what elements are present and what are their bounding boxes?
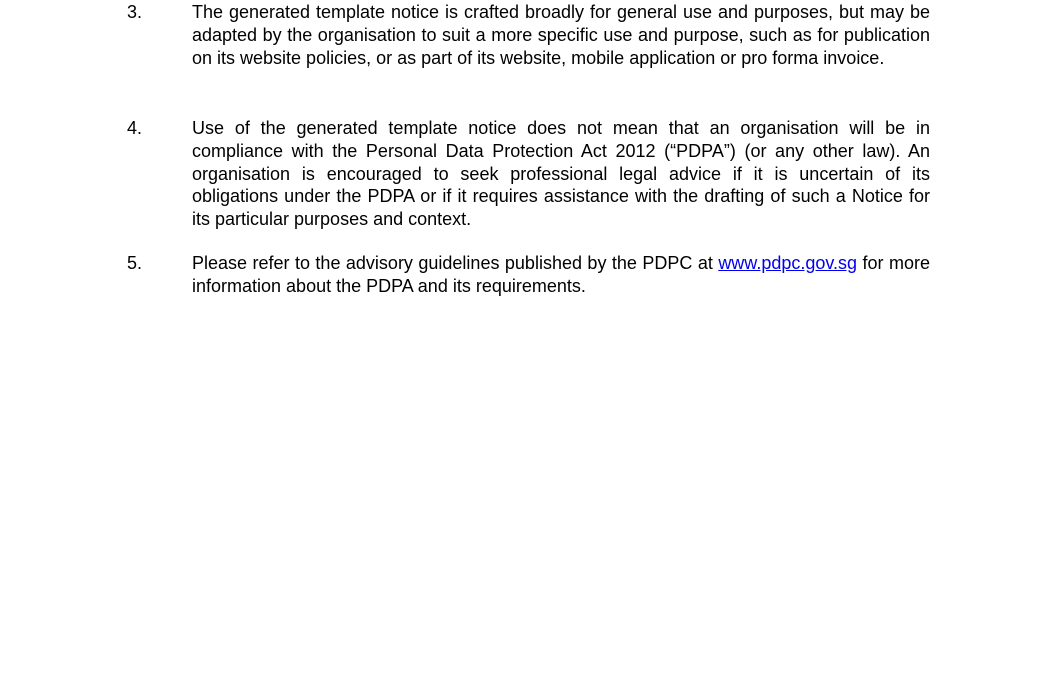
item-text — [192, 252, 930, 298]
item-text: The generated template notice is crafted broadly for general use and purposes, but may be adapted by the organisation to suit a more specific use and purpose, such as for publication on its website policies, or as part of its website, mobile application or pro forma invoice. — [192, 2, 930, 68]
item-text-after-link: for more information about the PDPA and its requirements. — [192, 253, 930, 296]
item-text-before-link: Please refer to the advisory guidelines published by the PDPC at — [192, 253, 719, 273]
item-text: Use of the generated template notice does not mean that an organisation will be in compliance with the Personal Data Protection Act 2012 (“PDPA”) (or any other law). An organisation is encouraged to seek professional legal advice if it is uncertain of its obligations under the PDPA or if it requires assistance with the drafting of such a Notice for its particular purposes and context. — [192, 118, 930, 230]
item-number: 3. — [127, 2, 143, 22]
item-number: 4. — [127, 118, 143, 138]
item-number: 5. — [127, 253, 143, 273]
pdpc-website-link[interactable]: www.pdpc.gov.sg — [718, 253, 858, 273]
